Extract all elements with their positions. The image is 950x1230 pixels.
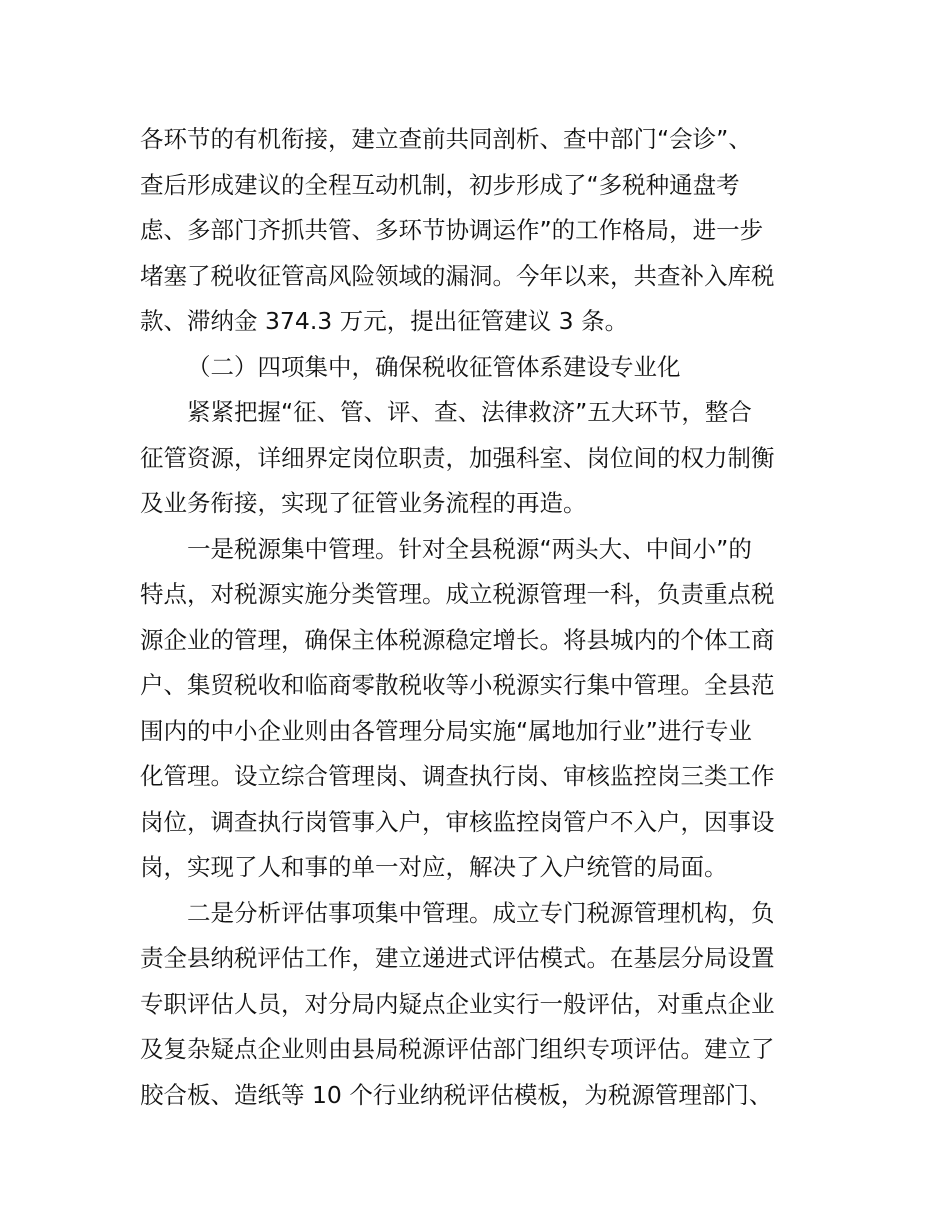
text-line: 紧紧把握“征、管、评、查、法律救济”五大环节，整合 [187,398,752,426]
text-line: 堵塞了税收征管高风险领域的漏洞。今年以来，共查补入库税 [140,261,775,290]
paragraph-intro [140,390,812,527]
paragraph-point-2 [140,891,812,1119]
section-heading-text: （二）四项集中，确保税收征管体系建设专业化 [187,352,681,381]
paragraph-continuation [140,117,812,345]
text-line: 源企业的管理，确保主体税源稳定增长。将县城内的个体工商 [140,625,775,654]
text-line: 二是分析评估事项集中管理。成立专门税源管理机构，负 [187,898,775,927]
text-line: 化管理。设立综合管理岗、调查执行岗、审核监控岗三类工作 [140,762,775,790]
text-line: 围内的中小企业则由各管理分局实施“属地加行业”进行专业 [140,716,752,745]
text-line: 岗位，调查执行岗管事入户，审核监控岗管户不入户，因事设 [140,807,775,836]
document-body [140,117,812,1118]
text-line: 岗，实现了人和事的单一对应，解决了入户统管的局面。 [140,853,728,881]
text-line: 款、滞纳金 374.3 万元，提出征管建议 3 条。 [140,307,629,335]
text-line: 特点，对税源实施分类管理。成立税源管理一科，负责重点税 [140,580,775,608]
text-line: 及复杂疑点企业则由县局税源评估部门组织专项评估。建立了 [140,1035,775,1063]
text-line: 专职评估人员，对分局内疑点企业实行一般评估，对重点企业 [140,989,775,1018]
text-line: 各环节的有机衔接，建立查前共同剖析、查中部门“会诊”、 [140,125,752,153]
text-line: 及业务衔接，实现了征管业务流程的再造。 [140,489,587,517]
text-line: 责全县纳税评估工作，建立递进式评估模式。在基层分局设置 [140,944,775,972]
text-line: 查后形成建议的全程互动机制，初步形成了“多税种通盘考 [140,170,740,199]
text-line: 征管资源，详细界定岗位职责，加强科室、岗位间的权力制衡 [140,443,775,472]
text-line: 户、集贸税收和临商零散税收等小税源实行集中管理。全县范 [140,671,775,699]
text-line: 胶合板、造纸等 10 个行业纳税评估模板，为税源管理部门、 [140,1080,773,1109]
section-heading [140,345,812,391]
paragraph-point-1 [140,527,812,891]
text-line: 一是税源集中管理。针对全县税源“两头大、中间小”的 [187,534,752,563]
text-line: 虑、多部门齐抓共管、多环节协调运作”的工作格局，进一步 [140,216,764,244]
